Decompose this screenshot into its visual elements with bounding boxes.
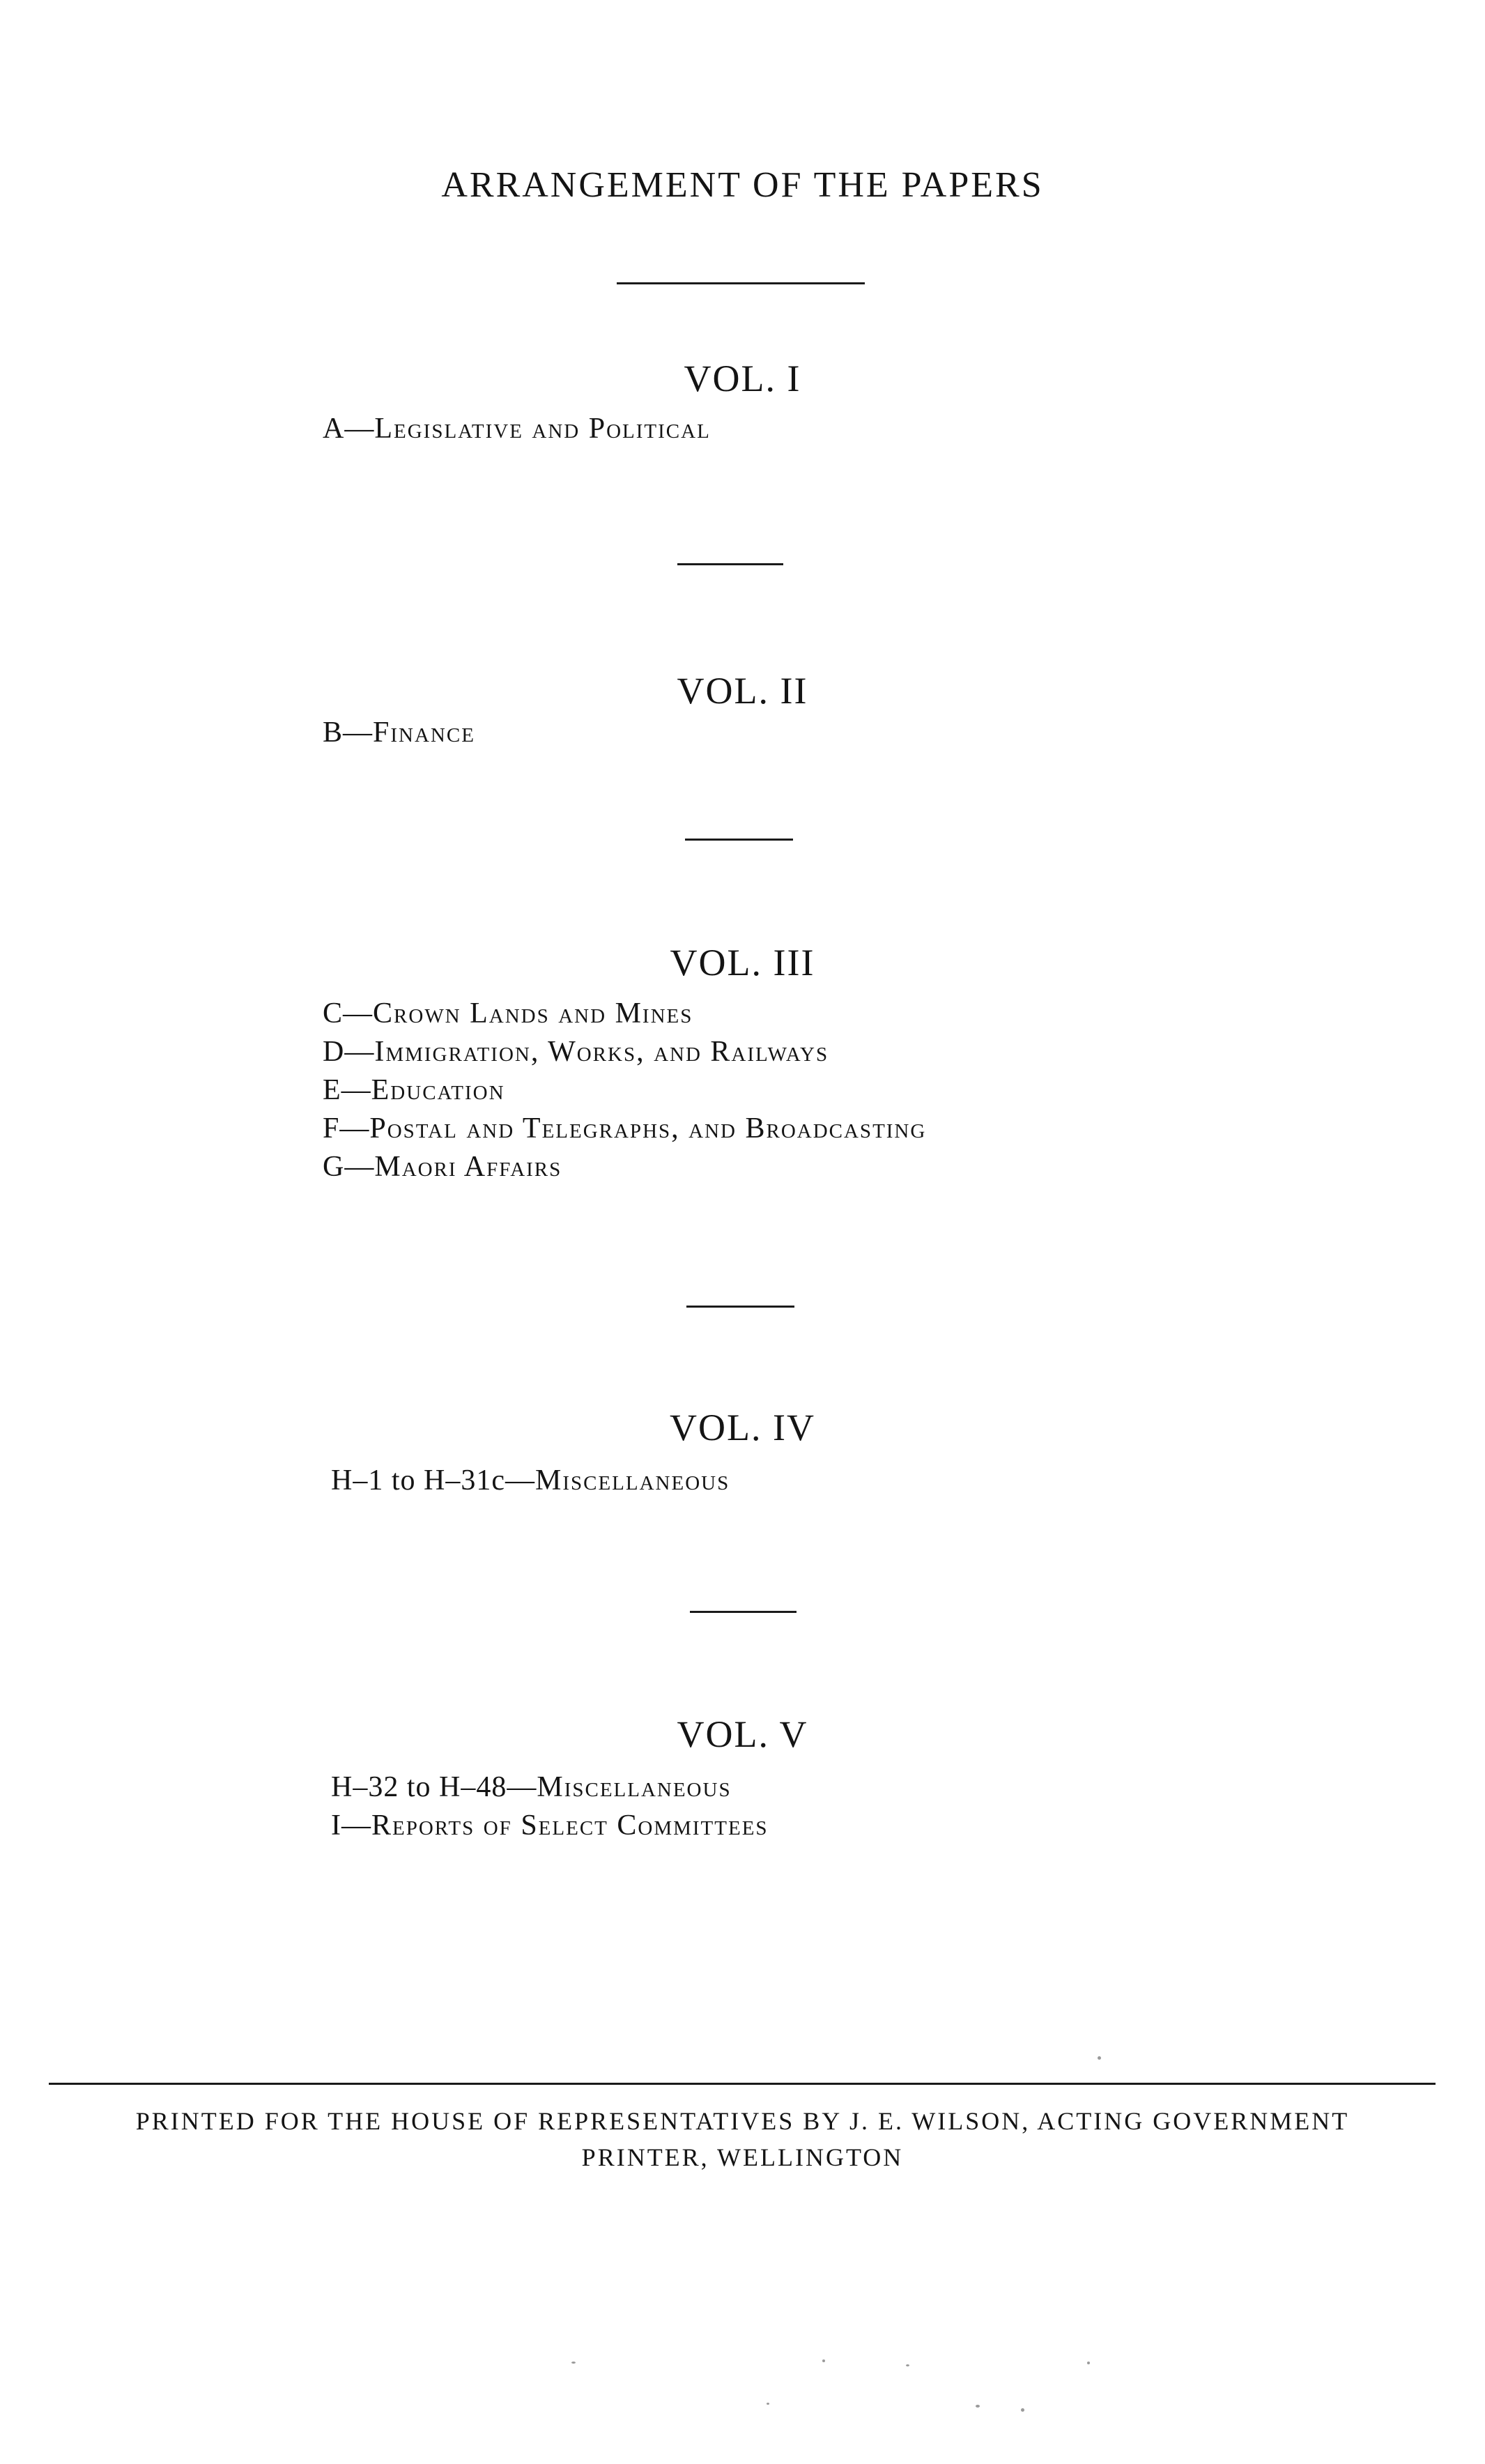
entry-title: Postal and Telegraphs, and Broadcasting — [369, 1112, 927, 1145]
entry-code: B— — [323, 717, 374, 749]
entry-title: Legislative and Political — [374, 413, 711, 445]
entry — [323, 714, 475, 752]
volume-heading: VOL. III — [670, 942, 815, 984]
entry-title: Education — [371, 1074, 505, 1106]
volume-entries — [323, 714, 475, 752]
entry — [331, 1807, 769, 1845]
entry — [331, 1462, 730, 1500]
entry-code: H–32 to H–48— — [331, 1771, 537, 1803]
volume-entries — [331, 1768, 769, 1845]
entry-code: D— — [323, 1036, 375, 1068]
entry — [323, 410, 711, 448]
divider — [685, 839, 793, 841]
entry-title: Miscellaneous — [534, 1464, 730, 1497]
scan-speck — [1098, 2056, 1101, 2060]
imprint-line: PRINTED FOR THE HOUSE OF REPRESENTATIVES BY J. E. WILSON, ACTING GOVERNMENT — [135, 2107, 1350, 2135]
entry — [331, 1768, 769, 1807]
scan-speck — [767, 2403, 769, 2405]
volume-heading: VOL. II — [677, 670, 808, 712]
scan-speck — [976, 2405, 980, 2408]
volume-heading: VOL. V — [677, 1713, 808, 1755]
divider — [677, 563, 783, 565]
entry — [323, 995, 926, 1033]
volume-entries — [331, 1462, 730, 1500]
page-title: ARRANGEMENT OF THE PAPERS — [441, 165, 1044, 205]
divider — [686, 1306, 794, 1308]
divider — [690, 1611, 797, 1613]
entry-title: Crown Lands and Mines — [373, 997, 693, 1030]
entry-code: F— — [323, 1112, 370, 1145]
entry — [323, 1071, 926, 1110]
scan-speck — [822, 2359, 825, 2362]
volume-entries — [323, 995, 926, 1186]
scan-speck — [906, 2364, 909, 2366]
entry-code: C— — [323, 997, 374, 1030]
entry — [323, 1110, 926, 1148]
entry-title: Maori Affairs — [374, 1151, 562, 1183]
footer-rule — [49, 2083, 1436, 2085]
volume-entries — [323, 410, 711, 448]
entry-code: H–1 to H–31c— — [331, 1464, 535, 1497]
entry-code: G— — [323, 1151, 375, 1183]
entry-code: E— — [323, 1074, 371, 1106]
scan-speck — [1087, 2362, 1090, 2364]
entry-code: A— — [323, 413, 375, 445]
entry-title: Reports of Select Committees — [371, 1809, 769, 1842]
divider — [617, 282, 865, 284]
volume-heading: VOL. IV — [670, 1407, 815, 1448]
scan-speck — [571, 2362, 576, 2364]
entry-title: Miscellaneous — [537, 1771, 732, 1803]
entry — [323, 1148, 926, 1186]
entry-title: Immigration, Works, and Railways — [374, 1036, 829, 1068]
entry — [323, 1033, 926, 1071]
entry-title: Finance — [373, 717, 475, 749]
scan-speck — [1021, 2408, 1024, 2412]
entry-code: I— — [331, 1809, 371, 1842]
imprint-line: PRINTER, WELLINGTON — [581, 2143, 904, 2171]
volume-heading: VOL. I — [684, 358, 801, 399]
